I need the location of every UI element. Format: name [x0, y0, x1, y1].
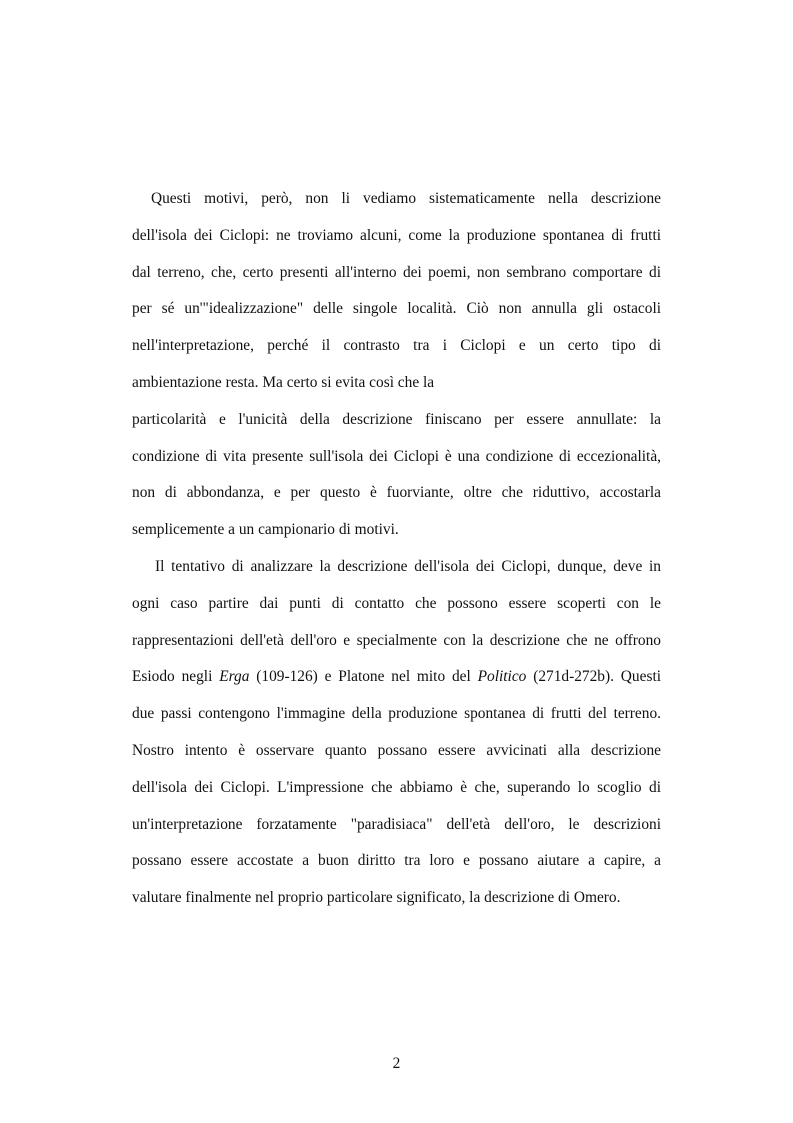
body-text — [132, 181, 661, 917]
text-line: Questi motivi, però, non li vediamo sistematicamente nella descrizione — [151, 190, 661, 207]
text-line: condizione di vita presente sull'isola dei Ciclopi è una condizione di eccezionalità, — [132, 447, 661, 465]
work-title-politico: Politico — [477, 668, 527, 686]
text-line: due passi contengono l'immagine della produzione spontanea di frutti del terreno. — [132, 705, 661, 723]
text-line: ogni caso partire dai punti di contatto che possono essere scoperti con le — [132, 594, 661, 612]
text-fragment: (271d-272b). Questi — [526, 668, 661, 686]
text-line: Il tentativo di analizzare la descrizione dell'isola dei Ciclopi, dunque, deve in — [155, 557, 661, 575]
text-line: un'interpretazione forzatamente "paradisiaca" dell'età dell'oro, le descrizioni — [132, 815, 661, 833]
text-line: possano essere accostate a buon diritto tra loro e possano aiutare a capire, a — [132, 852, 661, 870]
text-line: ambientazione resta. Ma certo si evita così che la — [132, 373, 435, 391]
text-line-with-citations — [132, 659, 661, 696]
text-line: rappresentazioni dell'età dell'oro e specialmente con la descrizione che ne offrono — [132, 631, 661, 649]
text-line: dell'isola dei Ciclopi: ne troviamo alcuni, come la produzione spontanea di frutti — [132, 226, 661, 244]
text-fragment: Esiodo negli — [132, 668, 220, 686]
work-title-erga: Erga — [219, 668, 250, 686]
text-line: nell'interpretazione, perché il contrasto tra i Ciclopi e un certo tipo di — [132, 337, 661, 355]
text-line: particolarità e l'unicità della descrizione finiscano per essere annullate: la — [132, 410, 661, 428]
text-line: dal terreno, che, certo presenti all'interno dei poemi, non sembrano comportare di — [132, 263, 661, 281]
page-number: 2 — [392, 1055, 401, 1072]
text-fragment: (109-126) e Platone nel mito del — [249, 668, 478, 686]
text-line: valutare finalmente nel proprio particolare significato, la descrizione di Omero. — [132, 889, 621, 907]
text-line: per sé un'"idealizzazione" delle singole località. Ciò non annulla gli ostacoli — [132, 300, 661, 318]
paragraph-2 — [132, 549, 661, 917]
text-line: dell'isola dei Ciclopi. L'impressione che abbiamo è che, superando lo scoglio di — [132, 778, 661, 796]
text-line: semplicemente a un campionario di motivi. — [132, 521, 399, 539]
text-line: non di abbondanza, e per questo è fuorviante, oltre che riduttivo, accostarla — [132, 484, 661, 502]
paragraph-1 — [132, 181, 661, 549]
text-line: Nostro intento è osservare quanto possano essere avvicinati alla descrizione — [132, 741, 661, 759]
